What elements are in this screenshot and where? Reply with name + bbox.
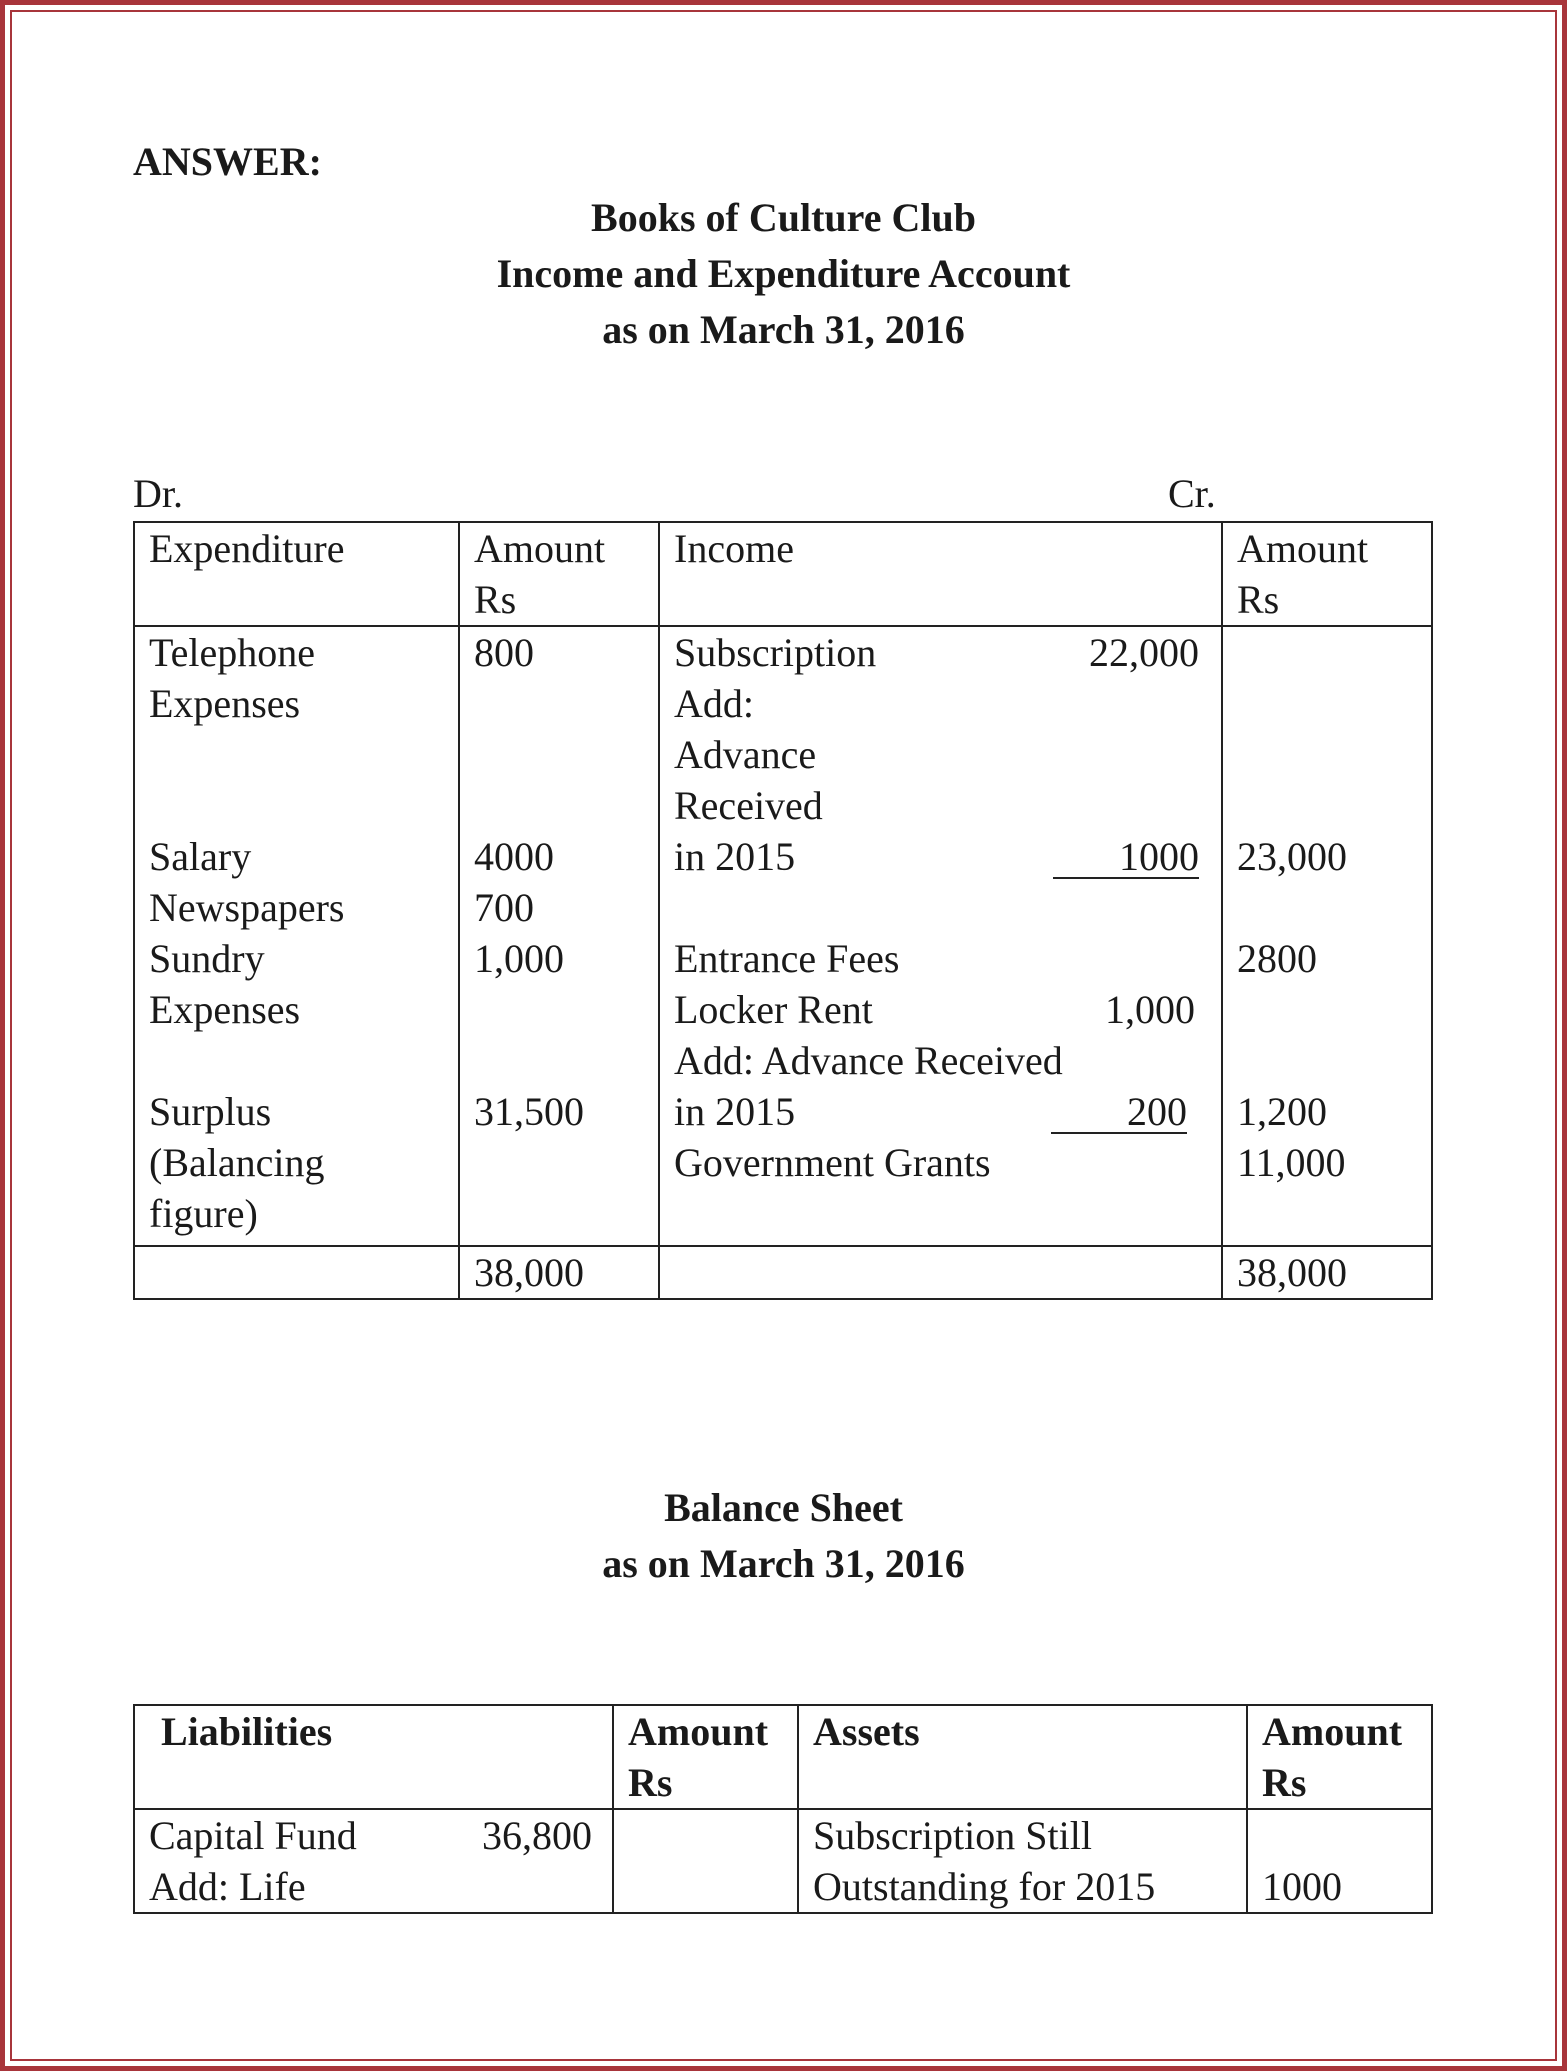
expenditure-column: Telephone Expenses Salary Newspapers Sundry Expenses Surplus (Balancing figure) — [134, 626, 459, 1246]
amount-header-left: Amount Rs — [459, 522, 659, 626]
amount-header-right: Amount Rs — [1247, 1705, 1432, 1809]
income-column: Subscription 22,000 Add: Advance Received in 2015 1000 Entrance Fees Locker Rent 1,000 Add: Advance Received in 2015 200 Government Grants — [659, 626, 1222, 1246]
income-expenditure-table — [133, 521, 1433, 1300]
title-line: Income and Expenditure Account — [496, 251, 1071, 296]
assets-column: Subscription Still Outstanding for 2015 — [798, 1809, 1247, 1913]
dr-label: Dr. — [133, 471, 183, 516]
total-label-cell — [134, 1246, 459, 1299]
table-body-row — [134, 1809, 1432, 1913]
title-line: as on March 31, 2016 — [602, 307, 965, 352]
answer-label: ANSWER: — [133, 139, 322, 184]
amount-header-left: Amount Rs — [613, 1705, 798, 1809]
liabilities-header: Liabilities — [134, 1705, 613, 1809]
sub-amount: 22,000 — [1089, 630, 1199, 675]
sub-amount: 36,800 — [482, 1813, 592, 1858]
cr-label: Cr. — [1168, 471, 1216, 516]
title-line: Books of Culture Club — [591, 195, 976, 240]
sub-amount: 1,000 — [1105, 987, 1195, 1032]
assets-header: Assets — [798, 1705, 1247, 1809]
total-right: 38,000 — [1222, 1246, 1432, 1299]
total-mid-cell — [659, 1246, 1222, 1299]
title-line: as on March 31, 2016 — [602, 1541, 965, 1586]
ie-account-title — [0, 190, 1567, 358]
table-header-row — [134, 522, 1432, 626]
amount-column-left — [613, 1809, 798, 1913]
amount-column-left: 800 4000 700 1,000 31,500 — [459, 626, 659, 1246]
sub-amount: 200 — [1051, 1086, 1187, 1134]
totals-row — [134, 1246, 1432, 1299]
amount-header-right: Amount Rs — [1222, 522, 1432, 626]
total-left: 38,000 — [459, 1246, 659, 1299]
balance-sheet-title — [0, 1480, 1567, 1592]
amount-column-right: 1000 — [1247, 1809, 1432, 1913]
sub-amount: 1000 — [1053, 831, 1199, 879]
balance-sheet-table — [133, 1704, 1433, 1914]
title-line: Balance Sheet — [664, 1485, 903, 1530]
liabilities-column: Capital Fund 36,800 Add: Life — [134, 1809, 613, 1913]
amount-column-right: 23,000 2800 1,200 11,000 — [1222, 626, 1432, 1246]
income-header: Income — [659, 522, 1222, 626]
expenditure-header: Expenditure — [134, 522, 459, 626]
table-body-row — [134, 626, 1432, 1246]
table-header-row — [134, 1705, 1432, 1809]
